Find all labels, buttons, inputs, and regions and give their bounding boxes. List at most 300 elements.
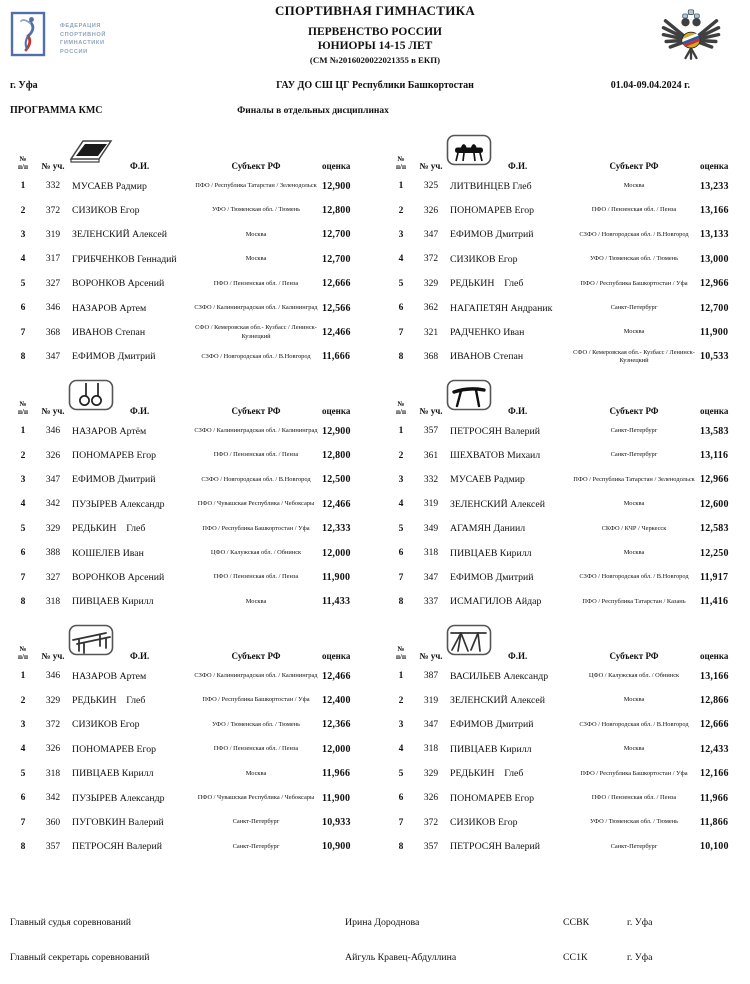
participant-number-cell: 319	[45, 229, 61, 240]
participant-number-cell: 357	[423, 841, 439, 852]
athlete-name-cell: СИЗИКОВ Егор	[450, 817, 518, 829]
region-column-header: Субъект РФ	[609, 651, 659, 661]
region-cell: Москва	[245, 597, 267, 605]
region-cell: Москва	[623, 696, 645, 704]
participant-number-cell: 326	[45, 450, 61, 461]
rank-column-header: № п/п	[17, 644, 28, 661]
result-row	[10, 664, 362, 688]
region-cell: ПФО / Республика Башкортостан / Уфа	[202, 696, 310, 704]
score-cell: 13,133	[700, 229, 729, 241]
number-column-header: № уч.	[41, 651, 65, 661]
result-row	[388, 664, 740, 688]
result-row	[388, 419, 740, 443]
rank-cell: 8	[20, 841, 26, 852]
athlete-name-cell: РЕДЬКИН Глеб	[72, 523, 146, 535]
results-grid	[10, 141, 740, 861]
region-cell: ПФО / Пензенская обл. / Пенза	[213, 451, 299, 459]
score-cell: 12,366	[322, 719, 351, 731]
region-cell: УФО / Тюменская обл. / Тюмень	[589, 818, 679, 826]
athlete-name-cell: ШЕХВАТОВ Михаил	[450, 450, 541, 462]
participant-number-cell: 326	[45, 744, 61, 755]
region-cell: ПФО / Чувашская Республика / Чебоксары	[197, 793, 315, 801]
dates-label: 01.04-09.04.2024 г.	[610, 80, 690, 91]
chief-secretary-role: Главный секретарь соревнований	[10, 952, 150, 963]
result-row	[10, 590, 362, 614]
athlete-name-cell: ПОНОМАРЕВ Егор	[72, 450, 157, 462]
region-cell: Москва	[623, 548, 645, 556]
chief-judge-city: г. Уфа	[627, 917, 653, 928]
rank-cell: 7	[398, 327, 404, 338]
participant-number-cell: 362	[423, 303, 439, 314]
score-cell: 12,500	[322, 474, 351, 486]
region-cell: СКФО / КЧР / Черкесск	[601, 524, 667, 532]
region-cell: Москва	[245, 255, 267, 263]
region-cell: ПФО / Пензенская обл. / Пенза	[591, 793, 677, 801]
chief-secretary-row	[10, 952, 740, 966]
participant-number-cell: 318	[45, 768, 61, 779]
score-cell: 11,416	[700, 596, 729, 608]
table-header-row	[10, 631, 362, 664]
venue-label: ГАУ ДО СШ ЦГ Республики Башкортостан	[276, 80, 474, 91]
score-cell: 10,533	[700, 351, 729, 363]
result-row	[388, 443, 740, 467]
athlete-name-cell: РЕДЬКИН Глеб	[450, 768, 524, 780]
score-cell: 11,917	[700, 572, 729, 584]
result-row	[388, 810, 740, 834]
name-column-header: Ф.И.	[70, 161, 194, 171]
score-column-header: оценка	[322, 651, 351, 661]
result-row	[10, 737, 362, 761]
results-table-floor	[10, 141, 362, 371]
score-cell: 12,700	[700, 302, 729, 314]
region-cell: Москва	[623, 328, 645, 336]
score-cell: 12,466	[322, 327, 351, 339]
rings-icon	[68, 379, 114, 413]
participant-number-cell: 327	[45, 278, 61, 289]
participant-number-cell: 347	[423, 572, 439, 583]
participant-number-cell: 357	[45, 841, 61, 852]
participant-number-cell: 342	[45, 499, 61, 510]
rank-cell: 1	[20, 181, 26, 192]
region-cell: ПФО / Пензенская обл. / Пенза	[213, 745, 299, 753]
rank-cell: 4	[20, 254, 26, 265]
rank-cell: 6	[20, 548, 26, 559]
result-row	[388, 762, 740, 786]
table-header-row	[388, 386, 740, 419]
score-cell: 12,466	[322, 498, 351, 510]
participant-number-cell: 329	[45, 695, 61, 706]
athlete-name-cell: РАДЧЕНКО Иван	[450, 327, 525, 339]
athlete-name-cell: АГАМЯН Даниил	[450, 523, 526, 535]
rank-cell: 6	[398, 548, 404, 559]
rank-cell: 6	[20, 793, 26, 804]
participant-number-cell: 342	[45, 793, 61, 804]
event-title: ПЕРВЕНСТВО РОССИИ	[308, 26, 442, 38]
athlete-name-cell: ВОРОНКОВ Арсений	[72, 278, 165, 290]
city-label: г. Уфа	[10, 80, 38, 91]
rank-column-header: № п/п	[17, 154, 28, 171]
score-column-header: оценка	[322, 406, 351, 416]
score-cell: 11,866	[700, 817, 729, 829]
score-column-header: оценка	[700, 406, 729, 416]
participant-number-cell: 372	[423, 254, 439, 265]
participant-number-cell: 347	[45, 474, 61, 485]
athlete-name-cell: НАЗАРОВ Артём	[72, 425, 147, 437]
participant-number-cell: 361	[423, 450, 439, 461]
region-cell: СЗФО / Новгородская обл. / В.Новгород	[579, 720, 689, 728]
participant-number-cell: 326	[423, 205, 439, 216]
score-cell: 12,000	[322, 547, 351, 559]
region-cell: ПФО / Республика Башкортостан / Уфа	[580, 279, 688, 287]
result-row	[10, 786, 362, 810]
region-cell: СЗФО / Новгородская обл. / В.Новгород	[579, 573, 689, 581]
result-row	[10, 345, 362, 369]
score-cell: 13,166	[700, 670, 729, 682]
participant-number-cell: 372	[45, 719, 61, 730]
rank-cell: 1	[20, 671, 26, 682]
rank-column-header: № п/п	[395, 644, 406, 661]
participant-number-cell: 325	[423, 181, 439, 192]
result-row	[388, 517, 740, 541]
score-cell: 12,800	[322, 205, 351, 217]
region-cell: ПФО / Республика Башкортостан / Уфа	[202, 524, 310, 532]
score-cell: 11,966	[700, 792, 729, 804]
region-cell: ПФО / Пензенская обл. / Пенза	[213, 573, 299, 581]
score-cell: 12,333	[322, 523, 351, 535]
athlete-name-cell: ПЕТРОСЯН Валерий	[72, 841, 162, 853]
result-row	[10, 223, 362, 247]
result-row	[388, 296, 740, 320]
rank-cell: 3	[398, 719, 404, 730]
chief-secretary-city: г. Уфа	[627, 952, 653, 963]
score-cell: 12,600	[700, 498, 729, 510]
score-cell: 12,966	[700, 474, 729, 486]
region-cell: СЗФО / Новгородская обл. / В.Новгород	[201, 475, 311, 483]
score-cell: 12,000	[322, 743, 351, 755]
rank-cell: 6	[20, 303, 26, 314]
score-cell: 12,400	[322, 695, 351, 707]
rank-cell: 5	[398, 523, 404, 534]
athlete-name-cell: ПОНОМАРЕВ Егор	[450, 205, 535, 217]
result-row	[10, 565, 362, 589]
rank-cell: 3	[20, 229, 26, 240]
rank-cell: 2	[20, 205, 26, 216]
athlete-name-cell: РЕДЬКИН Глеб	[72, 695, 146, 707]
result-row	[10, 296, 362, 320]
region-cell: Санкт-Петербург	[610, 451, 658, 459]
participant-number-cell: 317	[45, 254, 61, 265]
result-row	[10, 247, 362, 271]
score-cell: 11,900	[322, 792, 351, 804]
score-cell: 13,116	[700, 450, 729, 462]
athlete-name-cell: НАГАПЕТЯН Андраник	[450, 302, 553, 314]
region-cell: Санкт-Петербург	[232, 818, 280, 826]
score-cell: 11,666	[322, 351, 351, 363]
athlete-name-cell: ПОНОМАРЕВ Егор	[72, 743, 157, 755]
score-cell: 12,583	[700, 523, 729, 535]
participant-number-cell: 357	[423, 426, 439, 437]
rank-cell: 8	[398, 596, 404, 607]
athlete-name-cell: ЕФИМОВ Дмитрий	[450, 229, 534, 241]
chief-judge-role: Главный судья соревнований	[10, 917, 132, 928]
rank-cell: 7	[398, 817, 404, 828]
rank-cell: 4	[398, 254, 404, 265]
result-row	[10, 810, 362, 834]
rank-cell: 5	[20, 768, 26, 779]
rank-cell: 1	[398, 181, 404, 192]
result-row	[10, 443, 362, 467]
number-column-header: № уч.	[419, 161, 443, 171]
region-cell: Москва	[245, 230, 267, 238]
participant-number-cell: 327	[45, 572, 61, 583]
rank-column-header: № п/п	[395, 399, 406, 416]
region-cell: ПФО / Республика Татарстан / Зеленодольск	[195, 182, 317, 190]
score-cell: 12,800	[322, 450, 351, 462]
athlete-name-cell: ЕФИМОВ Дмитрий	[72, 474, 156, 486]
region-cell: ПФО / Пензенская обл. / Пенза	[591, 206, 677, 214]
chief-judge-row	[10, 917, 740, 931]
athlete-name-cell: ПИВЦАЕВ Кирилл	[72, 596, 154, 608]
vault-icon	[446, 379, 492, 413]
athlete-name-cell: ПЕТРОСЯН Валерий	[450, 425, 540, 437]
rank-cell: 2	[398, 695, 404, 706]
score-cell: 12,666	[322, 278, 351, 290]
athlete-name-cell: ПИВЦАЕВ Кирилл	[450, 547, 532, 559]
score-cell: 10,933	[322, 817, 351, 829]
participant-number-cell: 372	[45, 205, 61, 216]
region-cell: УФО / Тюменская обл. / Тюмень	[589, 255, 679, 263]
result-row	[388, 786, 740, 810]
result-row	[10, 835, 362, 859]
rank-cell: 1	[398, 426, 404, 437]
rank-cell: 7	[398, 572, 404, 583]
chief-secretary-name: Айгуль Кравец-Абдуллина	[345, 952, 457, 963]
score-cell: 12,966	[700, 278, 729, 290]
rank-cell: 8	[20, 351, 26, 362]
region-cell: СЗФО / Новгородская обл. / В.Новгород	[201, 352, 311, 360]
result-row	[10, 468, 362, 492]
participant-number-cell: 332	[423, 474, 439, 485]
region-cell: УФО / Тюменская обл. / Тюмень	[211, 206, 301, 214]
athlete-name-cell: ЗЕЛЕНСКИЙ Алексей	[450, 498, 546, 510]
rank-cell: 5	[20, 278, 26, 289]
number-column-header: № уч.	[41, 161, 65, 171]
rank-cell: 8	[398, 841, 404, 852]
result-row	[388, 247, 740, 271]
participant-number-cell: 319	[423, 499, 439, 510]
region-cell: Москва	[623, 745, 645, 753]
score-cell: 12,433	[700, 743, 729, 755]
athlete-name-cell: СИЗИКОВ Егор	[72, 719, 140, 731]
region-cell: Москва	[623, 182, 645, 190]
score-cell: 12,566	[322, 302, 351, 314]
participant-number-cell: 347	[45, 351, 61, 362]
athlete-name-cell: МУСАЕВ Радмир	[450, 474, 525, 486]
result-row	[10, 517, 362, 541]
result-row	[388, 688, 740, 712]
result-row	[10, 272, 362, 296]
participant-number-cell: 387	[423, 671, 439, 682]
result-row	[388, 223, 740, 247]
score-cell: 12,700	[322, 229, 351, 241]
region-cell: Москва	[245, 769, 267, 777]
rank-cell: 8	[20, 596, 26, 607]
score-cell: 12,900	[322, 180, 351, 192]
score-cell: 11,900	[322, 572, 351, 584]
region-cell: ПФО / Пензенская обл. / Пенза	[213, 279, 299, 287]
rank-column-header: № п/п	[395, 154, 406, 171]
region-cell: Санкт-Петербург	[610, 842, 658, 850]
region-cell: СЗФО / Калининградская обл. / Калининград	[194, 303, 318, 311]
table-header-row	[10, 386, 362, 419]
region-column-header: Субъект РФ	[231, 406, 281, 416]
region-column-header: Субъект РФ	[231, 651, 281, 661]
score-column-header: оценка	[700, 161, 729, 171]
rank-cell: 2	[398, 450, 404, 461]
athlete-name-cell: ПИВЦАЕВ Кирилл	[450, 743, 532, 755]
chief-secretary-category: СС1К	[563, 952, 588, 963]
participant-number-cell: 329	[423, 278, 439, 289]
region-cell: ПФО / Республика Башкортостан / Уфа	[580, 769, 688, 777]
participant-number-cell: 388	[45, 548, 61, 559]
participant-number-cell: 329	[423, 768, 439, 779]
athlete-name-cell: ИВАНОВ Степан	[450, 351, 524, 363]
result-row	[388, 835, 740, 859]
participant-number-cell: 368	[45, 327, 61, 338]
floor-exercise-icon	[68, 134, 114, 168]
result-row	[10, 688, 362, 712]
number-column-header: № уч.	[419, 406, 443, 416]
result-row	[388, 713, 740, 737]
horizontal-bar-icon	[446, 624, 492, 658]
name-column-header: Ф.И.	[70, 406, 194, 416]
participant-number-cell: 319	[423, 695, 439, 706]
name-column-header: Ф.И.	[448, 161, 572, 171]
table-header-row	[388, 631, 740, 664]
federation-logo-text: ФЕДЕРАЦИЯ СПОРТИВНОЙ ГИМНАСТИКИ РОССИИ	[60, 23, 106, 55]
registry-note: (СМ №2016020022021355 в ЕКП)	[309, 55, 441, 65]
participant-number-cell: 337	[423, 596, 439, 607]
participant-number-cell: 347	[423, 719, 439, 730]
score-column-header: оценка	[700, 651, 729, 661]
result-row	[10, 419, 362, 443]
region-cell: ЦФО / Калужская обл. / Обнинск	[210, 548, 302, 556]
result-row	[388, 468, 740, 492]
participant-number-cell: 368	[423, 351, 439, 362]
rank-cell: 3	[398, 474, 404, 485]
athlete-name-cell: КОШЕЛЕВ Иван	[72, 547, 144, 559]
region-cell: УФО / Тюменская обл. / Тюмень	[211, 720, 301, 728]
score-cell: 13,233	[700, 180, 729, 192]
athlete-name-cell: ПОНОМАРЕВ Егор	[450, 792, 535, 804]
athlete-name-cell: МУСАЕВ Радмир	[72, 180, 147, 192]
rank-cell: 3	[20, 474, 26, 485]
rank-cell: 6	[398, 793, 404, 804]
athlete-name-cell: ЛИТВИНЦЕВ Глеб	[450, 180, 532, 192]
athlete-name-cell: РЕДЬКИН Глеб	[450, 278, 524, 290]
participant-number-cell: 360	[45, 817, 61, 828]
category-title: ЮНИОРЫ 14-15 ЛЕТ	[317, 40, 433, 52]
result-row	[388, 737, 740, 761]
results-table-pommel-horse	[388, 141, 740, 371]
participant-number-cell: 318	[423, 744, 439, 755]
athlete-name-cell: ПУЗЫРЕВ Александр	[72, 792, 165, 804]
rank-cell: 1	[398, 671, 404, 682]
result-row	[10, 198, 362, 222]
result-row	[10, 320, 362, 344]
rank-cell: 7	[20, 572, 26, 583]
chief-judge-category: ССВК	[563, 917, 590, 928]
region-column-header: Субъект РФ	[609, 406, 659, 416]
result-row	[10, 713, 362, 737]
rank-cell: 5	[398, 278, 404, 289]
score-cell: 12,666	[700, 719, 729, 731]
athlete-name-cell: ИВАНОВ Степан	[72, 327, 146, 339]
sport-title: СПОРТИВНАЯ ГИМНАСТИКА	[274, 3, 476, 18]
score-column-header: оценка	[322, 161, 351, 171]
participant-number-cell: 326	[423, 793, 439, 804]
participant-number-cell: 346	[45, 671, 61, 682]
rank-cell: 5	[398, 768, 404, 779]
participant-number-cell: 321	[423, 327, 439, 338]
rank-cell: 6	[398, 303, 404, 314]
region-cell: Санкт-Петербург	[610, 427, 658, 435]
athlete-name-cell: НАЗАРОВ Артем	[72, 302, 147, 314]
score-cell: 12,866	[700, 695, 729, 707]
athlete-name-cell: ВАСИЛЬЕВ Александр	[450, 670, 549, 682]
score-cell: 12,900	[322, 425, 351, 437]
score-cell: 12,166	[700, 768, 729, 780]
result-row	[10, 492, 362, 516]
rank-cell: 8	[398, 351, 404, 362]
number-column-header: № уч.	[419, 651, 443, 661]
athlete-name-cell: НАЗАРОВ Артем	[72, 670, 147, 682]
region-column-header: Субъект РФ	[231, 161, 281, 171]
table-header-row	[388, 141, 740, 174]
region-cell: ПФО / Чувашская Республика / Чебоксары	[197, 500, 315, 508]
region-cell: Москва	[623, 500, 645, 508]
results-table-parallel-bars	[10, 631, 362, 861]
participant-number-cell: 332	[45, 181, 61, 192]
rank-cell: 1	[20, 426, 26, 437]
finals-subtitle: Финалы в отдельных дисциплинах	[237, 106, 389, 116]
pommel-horse-icon	[446, 134, 492, 168]
result-row	[10, 174, 362, 198]
result-row	[10, 762, 362, 786]
rank-cell: 4	[398, 499, 404, 510]
athlete-name-cell: ПУГОВКИН Валерий	[72, 817, 164, 829]
athlete-name-cell: ПУЗЫРЕВ Александр	[72, 498, 165, 510]
region-cell: Санкт-Петербург	[610, 303, 658, 311]
rank-cell: 2	[20, 450, 26, 461]
participant-number-cell: 349	[423, 523, 439, 534]
score-cell: 11,900	[700, 327, 729, 339]
athlete-name-cell: ПИВЦАЕВ Кирилл	[72, 768, 154, 780]
result-row	[10, 541, 362, 565]
score-cell: 13,166	[700, 205, 729, 217]
rank-cell: 2	[20, 695, 26, 706]
participant-number-cell: 329	[45, 523, 61, 534]
region-cell: СФО / Кемеровская обл.- Кузбасс / Ленинск-Кузнецкий	[195, 324, 317, 340]
region-column-header: Субъект РФ	[609, 161, 659, 171]
result-row	[388, 541, 740, 565]
results-table-vault	[388, 386, 740, 616]
name-column-header: Ф.И.	[70, 651, 194, 661]
region-cell: СЗФО / Калининградская обл. / Калининград	[194, 427, 318, 435]
athlete-name-cell: СИЗИКОВ Егор	[450, 253, 518, 265]
result-row	[388, 492, 740, 516]
result-row	[388, 198, 740, 222]
